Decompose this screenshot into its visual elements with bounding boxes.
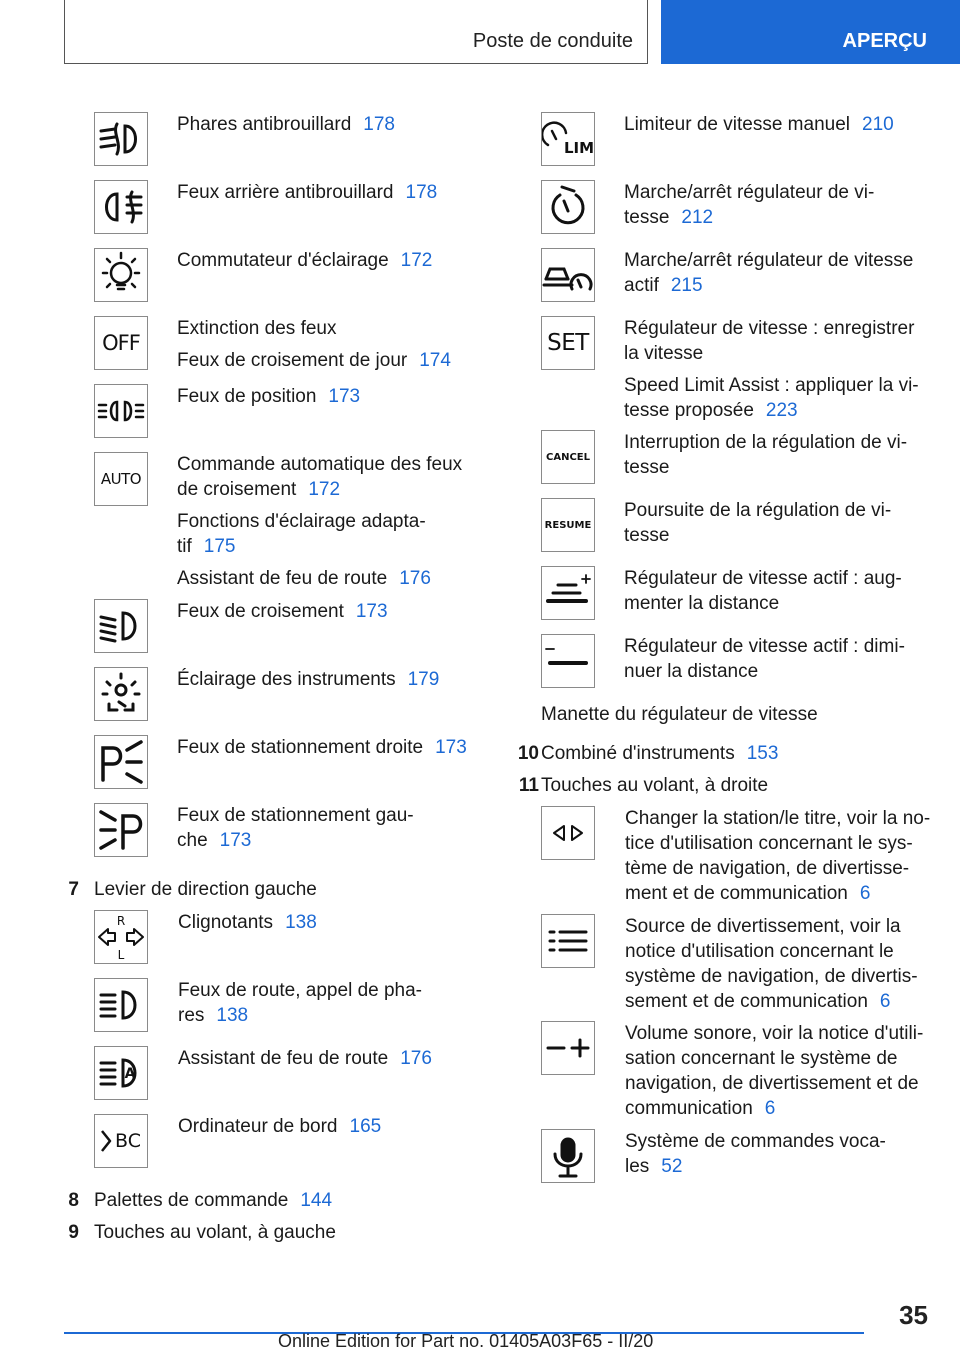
svg-text:L: L	[117, 948, 125, 962]
page-link[interactable]: 52	[661, 1156, 683, 1177]
item-label: che	[177, 830, 208, 851]
instrument-lighting-icon	[94, 667, 148, 721]
item-label: Régulateur de vitesse : enregistrer	[624, 318, 915, 339]
item-label: Fonctions d'éclairage adapta-	[177, 511, 426, 532]
item-label: Feux arrière antibrouillard	[177, 182, 394, 203]
item-number: 9	[68, 1222, 79, 1243]
list-icon	[541, 914, 595, 968]
section-header	[64, 0, 648, 64]
page-link[interactable]: 6	[879, 991, 891, 1012]
distance-decrease-icon	[541, 634, 595, 688]
svg-text:LIM: LIM	[563, 139, 594, 157]
item-label: res	[178, 1005, 205, 1026]
item-label: Volume sonore, voir la notice d'utili-	[625, 1023, 924, 1044]
item-number: 10	[517, 743, 539, 764]
item-label: Marche/arrêt régulateur de vi-	[624, 182, 875, 203]
item-label: Feux de stationnement gau-	[177, 805, 414, 826]
page-link[interactable]: 138	[216, 1005, 249, 1026]
item-title: Palettes de commande 144	[94, 1190, 333, 1211]
item-label: actif	[624, 275, 659, 296]
page-link[interactable]: 215	[670, 275, 703, 296]
item-label: navigation, de divertissement et de	[625, 1073, 919, 1094]
item-number: 7	[68, 879, 79, 900]
off-icon: OFF	[94, 316, 148, 370]
item-label: Clignotants	[178, 912, 274, 933]
item-label: Feux de position	[177, 386, 317, 407]
item-label: nuer la distance	[624, 661, 759, 682]
page-link[interactable]: 178	[405, 182, 438, 203]
item-label: Feux de stationnement droite	[177, 737, 424, 758]
item-title: Touches au volant, à gauche	[94, 1222, 336, 1243]
track-change-icon	[541, 806, 595, 860]
item-label: Commutateur d'éclairage	[177, 250, 389, 271]
chapter-tab-label: APERÇU	[842, 30, 927, 52]
volume-icon	[541, 1021, 595, 1075]
page-link[interactable]: 179	[407, 669, 440, 690]
page-link[interactable]: 173	[328, 386, 361, 407]
page-link[interactable]: 212	[681, 207, 714, 228]
page-link[interactable]: 172	[308, 479, 341, 500]
cruise-caption: Manette du régulateur de vitesse	[541, 704, 818, 725]
item-label: Changer la station/le titre, voir la no-	[625, 808, 931, 829]
set-icon: SET	[541, 316, 595, 370]
page-link[interactable]: 210	[862, 114, 894, 135]
item-label: Assistant de feu de route	[177, 568, 388, 589]
item-label: Commande automatique des feux	[177, 454, 463, 475]
parking-light-left-icon	[94, 803, 148, 857]
item-label: Assistant de feu de route	[178, 1048, 389, 1069]
item-label: ment et de communication	[625, 883, 848, 904]
item-label: tesse proposée	[624, 400, 754, 421]
page-link[interactable]: 178	[363, 114, 395, 135]
page-link[interactable]: 6	[859, 883, 871, 904]
item-label: Régulateur de vitesse actif : dimi-	[624, 636, 905, 657]
item-label: Extinction des feux	[177, 318, 337, 339]
microphone-icon	[541, 1129, 595, 1183]
item-label: la vitesse	[624, 343, 704, 364]
page-link[interactable]: 173	[435, 737, 467, 758]
turn-signal-icon	[94, 910, 148, 964]
item-label: Feux de croisement	[177, 601, 344, 622]
item-label: notice d'utilisation concernant le	[625, 941, 894, 962]
chapter-tab[interactable]	[661, 0, 960, 64]
page-link[interactable]: 176	[399, 568, 431, 589]
page-link[interactable]: 223	[765, 400, 798, 421]
page-link[interactable]: 6	[764, 1098, 776, 1119]
page-link[interactable]: 153	[746, 743, 779, 764]
page-number: 35	[899, 1300, 928, 1330]
rear-fog-light-icon	[94, 180, 148, 234]
page-link[interactable]: 174	[419, 350, 451, 371]
item-label: Poursuite de la régulation de vi-	[624, 500, 892, 521]
auto-icon: AUTO	[94, 452, 148, 506]
onboard-computer-icon: BC	[94, 1114, 148, 1168]
item-label: Régulateur de vitesse actif : aug-	[624, 568, 902, 589]
item-label: tesse	[624, 207, 670, 228]
svg-text:A: A	[124, 1066, 136, 1082]
page-header	[0, 0, 960, 66]
item-number: 8	[68, 1190, 79, 1211]
page-link[interactable]: 173	[355, 601, 388, 622]
item-label: Système de commandes voca-	[625, 1131, 886, 1152]
item-label: communication	[625, 1098, 753, 1119]
page-link[interactable]: 172	[400, 250, 433, 271]
page-link[interactable]: 173	[219, 830, 252, 851]
item-label: Feux de croisement de jour	[177, 350, 408, 371]
resume-icon: RESUME	[541, 498, 595, 552]
item-label: menter la distance	[624, 593, 780, 614]
item-label: tesse	[624, 525, 670, 546]
item-label: tesse	[624, 457, 670, 478]
item-label: sement et de communication	[625, 991, 868, 1012]
item-label: sation concernant le système de	[625, 1048, 898, 1069]
low-beam-icon	[94, 599, 148, 653]
distance-increase-icon	[541, 566, 595, 620]
item-label: Source de divertissement, voir la	[625, 916, 901, 937]
page-link[interactable]: 144	[300, 1190, 333, 1211]
item-label: Éclairage des instruments	[177, 669, 396, 690]
item-title: Combiné d'instruments 153	[541, 743, 779, 764]
cruise-control-icon	[541, 180, 595, 234]
item-label: Phares antibrouillard	[177, 114, 352, 135]
speed-limiter-icon	[541, 112, 595, 166]
item-title: Touches au volant, à droite	[541, 775, 769, 796]
front-fog-light-icon	[94, 112, 148, 166]
item-label: Speed Limit Assist : appliquer la vi-	[624, 375, 919, 396]
cancel-icon: CANCEL	[541, 430, 595, 484]
item-label: Ordinateur de bord	[178, 1116, 338, 1137]
item-label: les	[625, 1156, 650, 1177]
footer-edition: Online Edition for Part no. 01405A03F65 - II/20	[278, 1331, 654, 1351]
item-number: 11	[518, 775, 539, 796]
item-label: tice d'utilisation concernant le sys-	[625, 833, 913, 854]
page-link[interactable]: 138	[285, 912, 317, 933]
light-switch-icon	[94, 248, 148, 302]
high-beam-assistant-icon	[94, 1046, 148, 1100]
position-light-icon	[94, 384, 148, 438]
item-label: système de navigation, de divertis-	[625, 966, 918, 987]
parking-light-right-icon	[94, 735, 148, 789]
item-label: Interruption de la régulation de vi-	[624, 432, 908, 453]
section-title: Poste de conduite	[472, 30, 633, 52]
item-label: Limiteur de vitesse manuel	[624, 114, 850, 135]
page-link[interactable]: 176	[400, 1048, 432, 1069]
active-cruise-control-icon	[541, 248, 595, 302]
svg-text:R: R	[116, 914, 126, 928]
item-label: de croisement	[177, 479, 297, 500]
page-link[interactable]: 175	[203, 536, 236, 557]
item-label: tif	[177, 536, 192, 557]
item-label: Marche/arrêt régulateur de vitesse	[624, 250, 914, 271]
item-label: Feux de route, appel de pha-	[178, 980, 423, 1001]
item-title: Levier de direction gauche	[94, 879, 317, 900]
item-label: tème de navigation, de divertisse-	[625, 858, 910, 879]
high-beam-icon	[94, 978, 148, 1032]
page-link[interactable]: 165	[349, 1116, 382, 1137]
